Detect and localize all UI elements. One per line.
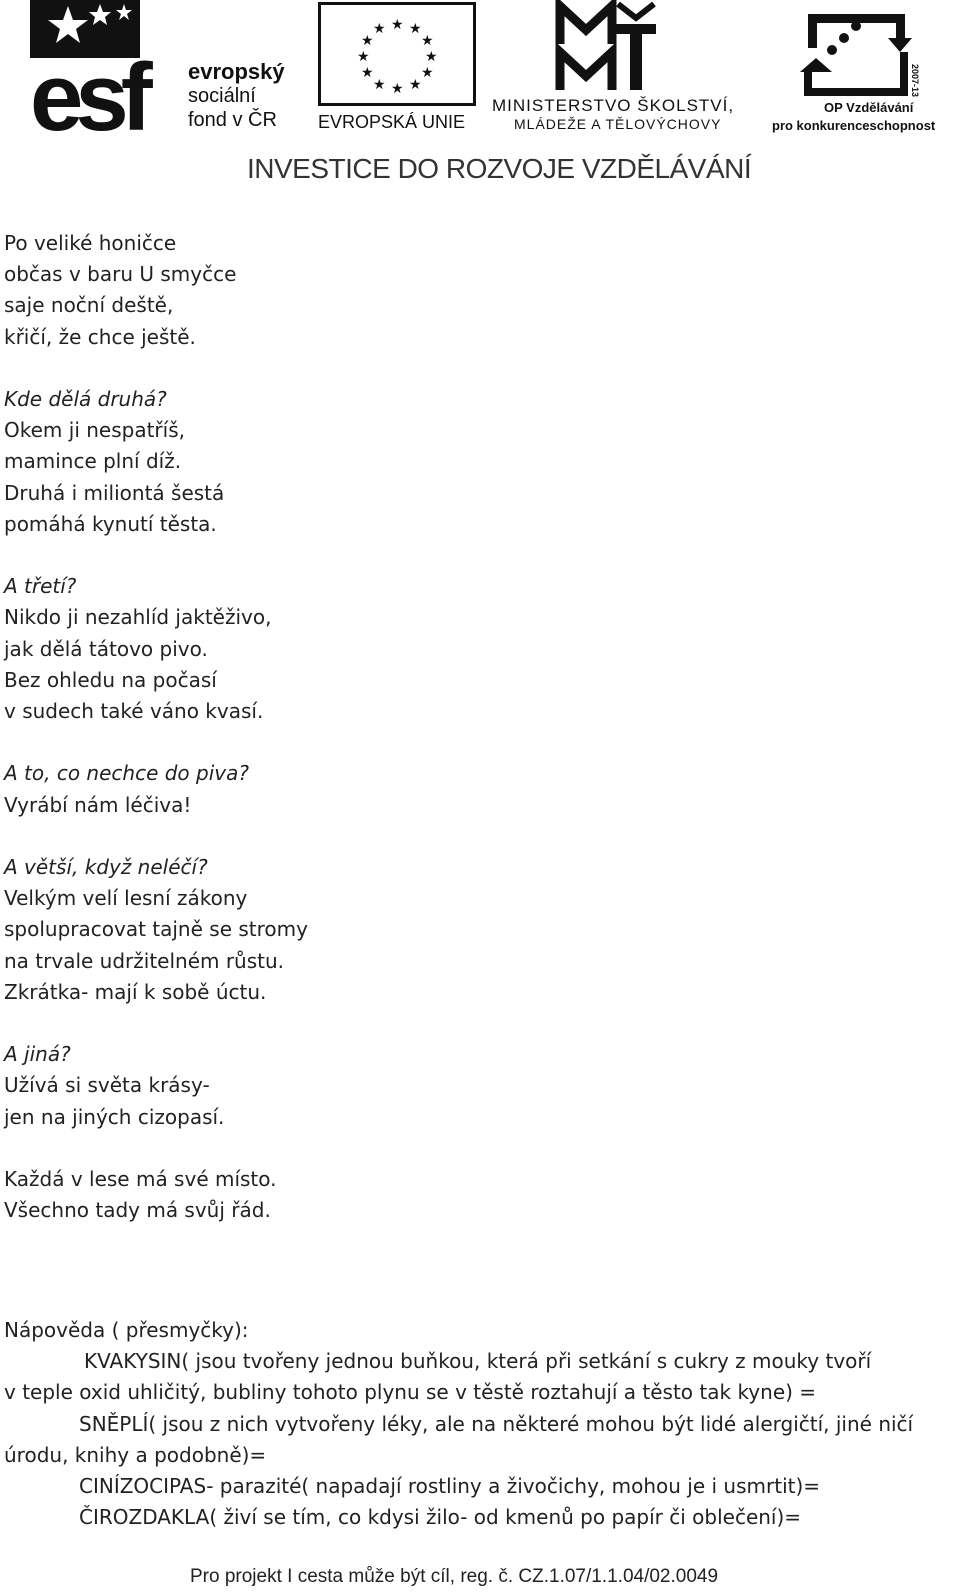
eu-logo xyxy=(318,2,478,135)
svg-text:★: ★ xyxy=(421,65,434,81)
poem-line: mamince plní díž. xyxy=(4,449,182,474)
op-line2: pro konkurenceschopnost xyxy=(772,118,936,133)
poem xyxy=(4,228,944,1258)
esf-logo xyxy=(30,0,305,135)
op-mark-icon xyxy=(780,0,920,98)
esf-line3: fond v ČR xyxy=(188,109,277,131)
hint-item-1: KVAKYSIN( jsou tvořeny jednou buňkou, která při setkání s cukry z mouky tvoří xyxy=(84,1349,872,1374)
poem-line: jak dělá tátovo pivo. xyxy=(4,636,208,661)
op-logo xyxy=(772,0,958,135)
poem-question: A větší, když neléčí? xyxy=(4,855,208,879)
op-line1: OP Vzdělávání xyxy=(824,100,914,115)
page-header xyxy=(0,0,960,200)
esf-line2: sociální xyxy=(188,85,256,107)
msmt-mark-icon xyxy=(490,0,690,94)
poem-line: Okem ji nespatříš, xyxy=(4,418,185,443)
poem-stanza-6 xyxy=(4,1039,944,1133)
svg-text:★: ★ xyxy=(425,49,438,65)
hint-item-2: SNĚPLÍ( jsou z nich vytvořeny léky, ale na některé mohou být lidé alergičtí, jiné ničí xyxy=(79,1411,914,1436)
svg-text:★: ★ xyxy=(391,81,404,97)
poem-question: Kde dělá druhá? xyxy=(4,387,167,411)
poem-line: Zkrátka- mají k sobě úctu. xyxy=(4,979,267,1004)
poem-line: Po veliké honičce xyxy=(4,231,177,255)
page-footer: Pro projekt I cesta může být cíl, reg. č. CZ.1.07/1.1.04/02.0049 xyxy=(190,1566,719,1587)
hint-item-1-cont: v teple oxid uhličitý, bubliny tohoto plynu se v těstě roztahují a těsto tak kyne) = xyxy=(4,1380,817,1405)
poem-line: Každá v lese má své místo. xyxy=(4,1167,277,1191)
esf-line1: evropský xyxy=(188,59,285,84)
hint-item-2-cont: úrodu, knihy a podobně)= xyxy=(4,1442,267,1467)
eu-flag-icon xyxy=(318,2,476,106)
poem-stanza-4 xyxy=(4,758,944,820)
hint-item-4: ČIROZDAKLA( živí se tím, co kdysi žilo- od kmenů po papír či oblečení)= xyxy=(79,1505,802,1530)
poem-question: A třetí? xyxy=(4,574,77,599)
poem-line: spolupracovat tajně se stromy xyxy=(4,917,308,942)
poem-stanza-7 xyxy=(4,1164,944,1226)
svg-text:★: ★ xyxy=(361,65,374,81)
poem-line: v sudech také váno kvasí. xyxy=(4,699,264,724)
op-years: 2007-13 xyxy=(910,64,920,98)
hint-section xyxy=(4,1315,944,1533)
poem-line: Nikdo ji nezahlíd jaktěživo, xyxy=(4,605,272,630)
msmt-logo xyxy=(490,0,770,135)
poem-line: Druhá i miliontá šestá xyxy=(4,480,225,505)
svg-text:esf: esf xyxy=(30,44,145,135)
poem-line: Vyrábí nám léčiva! xyxy=(4,792,192,817)
esf-mark-icon xyxy=(30,0,190,135)
svg-text:★: ★ xyxy=(409,77,422,93)
svg-text:★: ★ xyxy=(357,49,370,65)
poem-line: křičí, že chce ještě. xyxy=(4,324,196,349)
esf-wordmark xyxy=(188,60,285,132)
poem-stanza-1 xyxy=(4,228,944,353)
svg-text:★: ★ xyxy=(373,77,386,93)
poem-line: Všechno tady má svůj řád. xyxy=(4,1198,271,1223)
svg-text:★: ★ xyxy=(373,21,386,37)
poem-line: na trvale udržitelném růstu. xyxy=(4,948,285,973)
poem-line: saje noční deště, xyxy=(4,293,174,318)
svg-text:★: ★ xyxy=(361,33,374,49)
poem-stanza-2 xyxy=(4,384,944,540)
poem-line: Velkým velí lesní zákony xyxy=(4,886,248,911)
msmt-line2: MLÁDEŽE A TĚLOVÝCHOVY xyxy=(514,116,722,132)
eu-label: EVROPSKÁ UNIE xyxy=(318,112,466,132)
hint-item-3: CINÍZOCIPAS- parazité( napadají rostliny a živočichy, mohou je i usmrtit)= xyxy=(79,1474,821,1499)
svg-text:★: ★ xyxy=(421,33,434,49)
poem-line: občas v baru U smyčce xyxy=(4,262,237,287)
poem-line: Užívá si světa krásy- xyxy=(4,1073,210,1098)
poem-stanza-3 xyxy=(4,571,944,727)
svg-text:★: ★ xyxy=(391,17,404,33)
poem-line: pomáhá kynutí těsta. xyxy=(4,511,217,536)
svg-text:★: ★ xyxy=(409,21,422,37)
poem-question: A jiná? xyxy=(4,1042,71,1067)
msmt-line1: MINISTERSTVO ŠKOLSTVÍ, xyxy=(492,96,735,115)
poem-stanza-5 xyxy=(4,852,944,1008)
poem-line: Bez ohledu na počasí xyxy=(4,667,217,692)
poem-question: A to, co nechce do piva? xyxy=(4,761,249,786)
poem-line: jen na jiných cizopasí. xyxy=(4,1104,225,1129)
investice-tagline: INVESTICE DO ROZVOJE VZDĚLÁVÁNÍ xyxy=(247,153,752,184)
hint-title: Nápověda ( přesmyčky): xyxy=(4,1318,249,1342)
